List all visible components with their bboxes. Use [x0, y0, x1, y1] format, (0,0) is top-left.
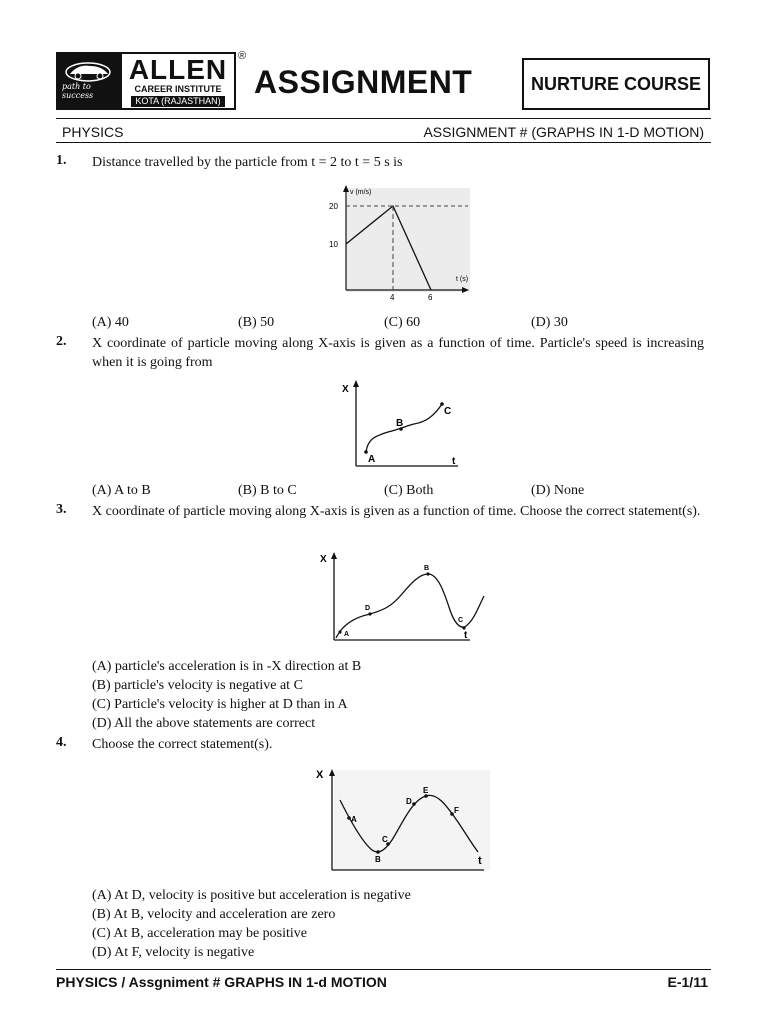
- q4-option-a: (A) At D, velocity is positive but acceleration is negative: [92, 888, 411, 903]
- q4-option-b: (B) At B, velocity and acceleration are zero: [92, 907, 336, 922]
- q3-position-time-graph: [318, 548, 488, 646]
- q2-label-b: B: [396, 418, 404, 429]
- q1-option-d: (D) 30: [531, 315, 568, 330]
- subject-label: PHYSICS: [62, 124, 124, 140]
- q1-y-label: v (m/s): [350, 189, 372, 196]
- q2-option-a: (A) A to B: [92, 483, 151, 498]
- q2-option-d: (D) None: [531, 483, 585, 498]
- q2-label-a: A: [368, 454, 376, 465]
- q4-option-c: (C) At B, acceleration may be positive: [92, 926, 307, 941]
- footer-title: PHYSICS / Assgniment # GRAPHS IN 1-d MOTION: [56, 974, 387, 990]
- q1-option-b: (B) 50: [238, 315, 275, 330]
- question-4-number: 4.: [56, 735, 67, 750]
- assignment-label: ASSIGNMENT # (GRAPHS IN 1-D MOTION): [423, 124, 704, 140]
- q1-option-c: (C) 60: [384, 315, 421, 330]
- page-title: ASSIGNMENT: [254, 64, 473, 100]
- q2-option-b: (B) B to C: [238, 483, 297, 498]
- q4-point-d: [412, 802, 416, 806]
- q2-curve: [366, 404, 442, 452]
- footer-rule: [56, 969, 711, 970]
- q3-label-c: C: [458, 617, 464, 624]
- header-rule-top: [56, 118, 711, 119]
- q4-label-d: D: [406, 797, 412, 806]
- q4-label-a: A: [351, 815, 357, 824]
- q4-label-f: F: [454, 806, 459, 815]
- question-2-text: X coordinate of particle moving along X-axis is given as a function of time. Particle's speed is increasing when it is going from: [92, 336, 704, 370]
- q4-label-c: C: [382, 835, 388, 844]
- question-2-number: 2.: [56, 334, 67, 349]
- q2-y-axis-arrow: [353, 380, 359, 387]
- q3-curve: [336, 574, 484, 638]
- q1-velocity-time-graph: [318, 182, 478, 304]
- course-badge: NURTURE COURSE: [522, 58, 710, 110]
- q3-point-b: [426, 572, 429, 575]
- question-4-text: Choose the correct statement(s).: [92, 737, 273, 752]
- q4-position-time-graph: [312, 764, 496, 876]
- q4-y-label: X: [316, 769, 324, 781]
- q4-graph-background: [334, 770, 490, 870]
- q3-option-c: (C) Particle's velocity is higher at D than in A: [92, 697, 348, 712]
- logo-city: KOTA (RAJASTHAN): [131, 96, 224, 107]
- q4-x-label: t: [478, 855, 482, 867]
- q4-point-b: [376, 850, 380, 854]
- q1-x-label: t (s): [456, 276, 469, 283]
- allen-logo: [56, 52, 236, 110]
- q3-option-a: (A) particle's acceleration is in -X direction at B: [92, 659, 362, 674]
- q1-option-a: (A) 40: [92, 315, 129, 330]
- q1-x-tick-4: 4: [390, 293, 395, 302]
- q3-label-a: A: [344, 631, 350, 638]
- registered-mark: ®: [238, 50, 247, 62]
- header-rule-bottom: [56, 142, 711, 143]
- q3-point-d: [368, 612, 371, 615]
- q1-y-tick-20: 20: [329, 202, 338, 211]
- q4-option-d: (D) At F, velocity is negative: [92, 945, 255, 960]
- q2-x-label: t: [452, 456, 456, 467]
- q1-y-tick-10: 10: [329, 240, 338, 249]
- q3-point-a: [338, 630, 341, 633]
- footer-page-number: E-1/11: [667, 974, 708, 990]
- q3-point-c: [462, 626, 465, 629]
- logo-subtitle: CAREER INSTITUTE: [134, 83, 222, 94]
- question-1-text: Distance travelled by the particle from t = 2 to t = 5 s is: [92, 155, 403, 170]
- question-3-number: 3.: [56, 502, 67, 517]
- q2-label-c: C: [444, 406, 452, 417]
- q3-label-d: D: [365, 605, 371, 612]
- q3-option-b: (B) particle's velocity is negative at C: [92, 678, 303, 693]
- q1-x-tick-6: 6: [428, 293, 433, 302]
- q3-label-b: B: [424, 565, 430, 572]
- logo-tagline: path to success: [62, 82, 94, 100]
- q3-y-axis-arrow: [331, 552, 337, 559]
- logo-text: [122, 54, 234, 108]
- q4-label-e: E: [423, 786, 429, 795]
- q3-y-label: X: [320, 554, 327, 565]
- q3-option-d: (D) All the above statements are correct: [92, 716, 316, 731]
- q2-position-time-graph: [338, 376, 464, 470]
- q3-x-label: t: [464, 630, 468, 641]
- logo-emblem: [58, 54, 122, 108]
- q4-label-b: B: [375, 855, 381, 864]
- q2-option-c: (C) Both: [384, 483, 434, 498]
- question-1-number: 1.: [56, 153, 67, 168]
- logo-brand: ALLEN: [128, 53, 228, 85]
- question-3-text: X coordinate of particle moving along X-axis is given as a function of time. Choose the correct statement(s).: [92, 504, 701, 519]
- q2-y-label: X: [342, 384, 349, 395]
